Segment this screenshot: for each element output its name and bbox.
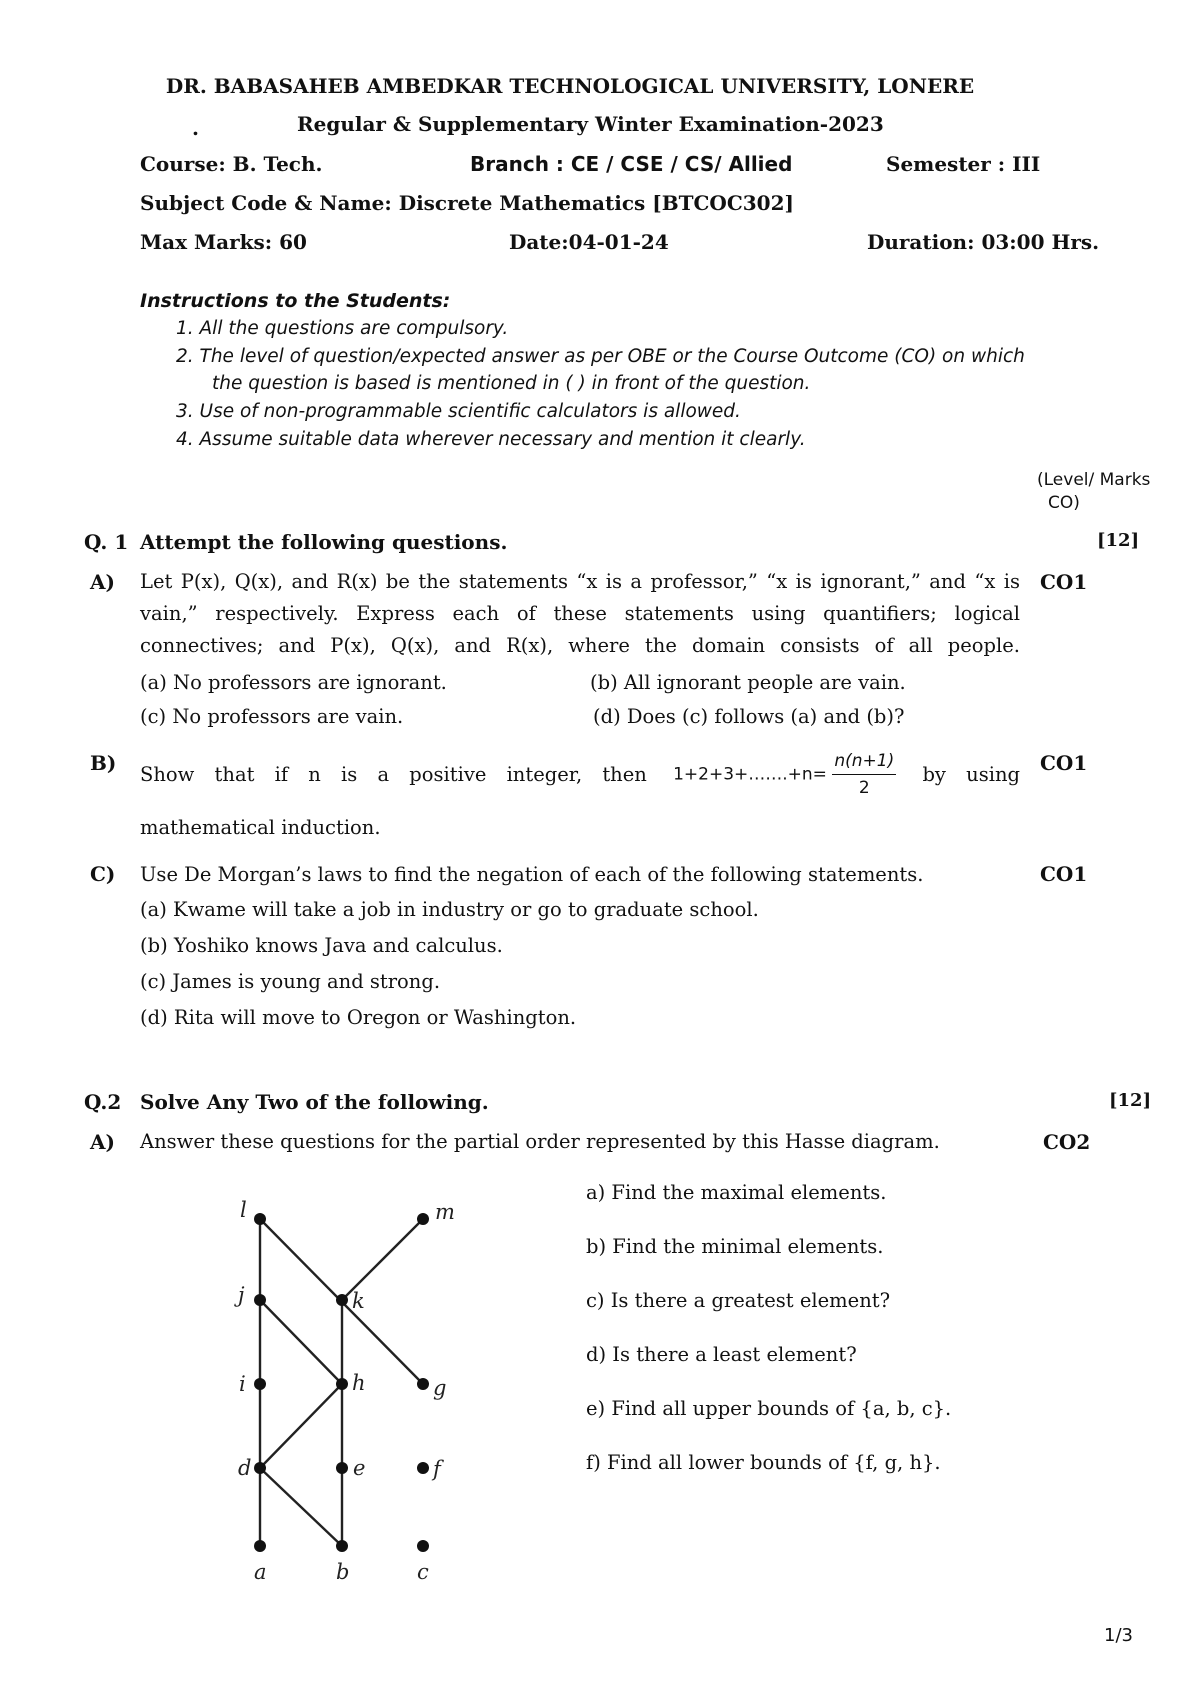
exam-title: Regular & Supplementary Winter Examination-2023 [297, 112, 884, 136]
edge-d-b [260, 1468, 342, 1546]
formula-lhs: 1+2+3+…….+n= [673, 764, 827, 785]
q1-label: Q. 1 [84, 530, 129, 554]
label-j: j [238, 1283, 245, 1307]
edge-h-d [260, 1384, 342, 1468]
subject: Subject Code & Name: Discrete Mathematics [BTCOC302] [140, 191, 794, 215]
q1c-item: (d) Rita will move to Oregon or Washington. [140, 1006, 577, 1029]
node-g [417, 1378, 429, 1390]
course: Course: B. Tech. [140, 152, 323, 176]
node-l [254, 1213, 266, 1225]
node-j [254, 1294, 266, 1306]
label-l: l [240, 1198, 247, 1222]
branch: Branch : CE / CSE / CS/ Allied [470, 152, 793, 176]
exam-date: Date:04-01-24 [509, 230, 669, 254]
q1a-label: A) [90, 570, 115, 594]
formula-denominator: 2 [858, 778, 870, 798]
edge-m-k [342, 1219, 423, 1300]
node-k [336, 1294, 348, 1306]
node-i [254, 1378, 266, 1390]
label-i: i [239, 1372, 246, 1396]
q1-title: Attempt the following questions. [140, 530, 508, 554]
label-m: m [435, 1200, 455, 1224]
label-k: k [352, 1289, 365, 1313]
instruction-item: 2. The level of question/expected answer as per OBE or the Course Outcome (CO) on which [176, 346, 1025, 367]
node-d [254, 1462, 266, 1474]
node-a [254, 1540, 266, 1552]
q2a-question: a) Find the maximal elements. [586, 1181, 887, 1204]
q2a-question: f) Find all lower bounds of {f, g, h}. [586, 1451, 941, 1474]
instructions-title: Instructions to the Students: [140, 290, 451, 312]
university-name: DR. BABASAHEB AMBEDKAR TECHNOLOGICAL UNIVERSITY, LONERE [165, 74, 975, 98]
q1b-co: CO1 [1040, 751, 1088, 775]
q1b-text-line2: mathematical induction. [140, 816, 381, 839]
page-number: 1/3 [1104, 1625, 1133, 1646]
q2a-question: b) Find the minimal elements. [586, 1235, 884, 1258]
formula-numerator: n(n+1) [832, 748, 896, 775]
node-h [336, 1378, 348, 1390]
label-h: h [352, 1371, 366, 1395]
q2a-co: CO2 [1043, 1130, 1091, 1154]
duration: Duration: 03:00 Hrs. [867, 230, 1100, 254]
q1a-option: (d) Does (c) follows (a) and (b)? [593, 705, 905, 728]
hasse-diagram [220, 1190, 480, 1580]
q1b-text-pre: Show that if n is a positive integer, then [140, 762, 647, 786]
q1c-item: (a) Kwame will take a job in industry or go to graduate school. [140, 898, 759, 921]
formula-fraction [832, 748, 896, 801]
q1c-text: Use De Morgan’s laws to find the negation of each of the following statements. [140, 863, 924, 886]
q1c-item: (c) James is young and strong. [140, 970, 441, 993]
label-c: c [417, 1560, 429, 1580]
q1b-formula [673, 748, 896, 801]
label-d: d [238, 1456, 252, 1480]
q2a-label: A) [90, 1130, 115, 1154]
label-a: a [254, 1560, 267, 1580]
node-b [336, 1540, 348, 1552]
q1c-co: CO1 [1040, 862, 1088, 886]
node-m [417, 1213, 429, 1225]
label-f: f [433, 1457, 441, 1481]
label-b: b [336, 1560, 350, 1580]
q1a-option: (b) All ignorant people are vain. [590, 671, 906, 694]
q2-marks: [12] [1109, 1090, 1152, 1111]
semester: Semester : III [886, 152, 1041, 176]
node-f [417, 1462, 429, 1474]
instruction-item: 1. All the questions are compulsory. [176, 318, 509, 339]
max-marks: Max Marks: 60 [140, 230, 307, 254]
level-co-header: CO) [1048, 493, 1080, 513]
q1-marks: [12] [1097, 530, 1140, 551]
instruction-item: 3. Use of non-programmable scientific calculators is allowed. [176, 401, 741, 422]
q1a-option: (c) No professors are vain. [140, 705, 404, 728]
q1b-statement [140, 748, 1020, 801]
label-g: g [433, 1376, 447, 1400]
node-e [336, 1462, 348, 1474]
q2a-question: d) Is there a least element? [586, 1343, 857, 1366]
q1a-text: Let P(x), Q(x), and R(x) be the statements “x is a professor,” “x is ignorant,” and “x is vain,” respectively. Express each of these statements using quantifiers; logical connectives; and P(x), Q(x), and R(x), where the domain consists of all people. [140, 570, 1020, 657]
label-e: e [353, 1456, 366, 1480]
q2-label: Q.2 [84, 1090, 122, 1114]
q1a-co: CO1 [1040, 570, 1088, 594]
q1a-option: (a) No professors are ignorant. [140, 671, 447, 694]
q2a-question: e) Find all upper bounds of {a, b, c}. [586, 1397, 952, 1420]
edge-j-h [260, 1300, 342, 1384]
q2a-question: c) Is there a greatest element? [586, 1289, 891, 1312]
q1c-item: (b) Yoshiko knows Java and calculus. [140, 934, 503, 957]
instruction-item: the question is based is mentioned in ( ) in front of the question. [212, 373, 811, 394]
q1b-text-post: by using [922, 762, 1020, 786]
level-marks-header: (Level/ Marks [1037, 470, 1151, 490]
q2-title: Solve Any Two of the following. [140, 1090, 489, 1114]
q2a-text: Answer these questions for the partial order represented by this Hasse diagram. [140, 1130, 940, 1153]
node-c [417, 1540, 429, 1552]
header-dot: . [192, 116, 199, 140]
instruction-item: 4. Assume suitable data wherever necessary and mention it clearly. [176, 429, 806, 450]
q1b-label: B) [90, 751, 117, 775]
q1c-label: C) [90, 862, 116, 886]
